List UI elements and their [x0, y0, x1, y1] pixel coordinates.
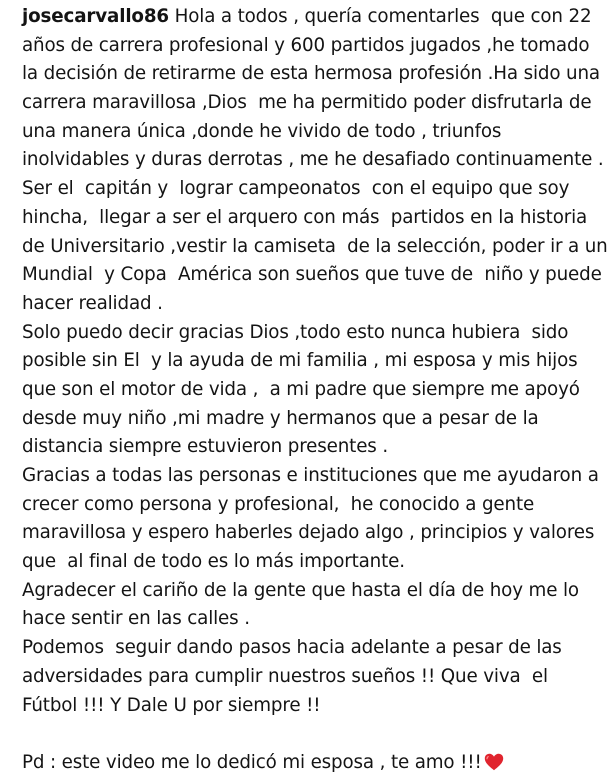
- caption-first-line: [22, 3, 602, 32]
- caption-line: Podemos seguir dando pasos hacia adelante a pesar de las: [22, 637, 562, 659]
- caption-line: inolvidables y duras derrotas , me he desafiado continuamente .: [22, 149, 604, 171]
- postscript-line: [22, 749, 602, 778]
- caption-line: Mundial y Copa América son sueños que tuve de niño y puede: [22, 264, 602, 286]
- caption-line: maravillosa y espero haberles dejado algo , principios y valores: [22, 522, 595, 544]
- caption-line: hincha, llegar a ser el arquero con más partidos en la historia: [22, 206, 588, 228]
- caption-line: hacer realidad .: [22, 292, 163, 314]
- caption-line: Fútbol !!! Y Dale U por siempre !!: [22, 694, 321, 716]
- caption-line: años de carrera profesional y 600 partidos jugados ,he tomado: [22, 34, 590, 56]
- postscript-text: Pd : este video me lo dedicó mi esposa , te amo !!!: [22, 751, 482, 773]
- caption-line: Gracias a todas las personas e instituciones que me ayudaron a: [22, 465, 599, 486]
- caption-line: crecer como persona y profesional, he conocido a gente: [22, 493, 535, 515]
- caption-line: de Universitario ,vestir la camiseta de la selección, poder ir a un: [22, 235, 608, 257]
- caption-line: Solo puedo decir gracias Dios ,todo esto nunca hubiera sido: [22, 321, 569, 343]
- caption-line: adversidades para cumplir nuestros sueños !! Que viva el: [22, 665, 548, 687]
- caption-text: Hola a todos , quería comentarles que con 22: [168, 6, 592, 27]
- heart-icon: [484, 752, 504, 781]
- username-link[interactable]: josecarvallo86: [22, 6, 169, 27]
- caption-line: posible sin El y la ayuda de mi familia , mi esposa y mis hijos: [22, 350, 578, 372]
- blank-line: [22, 720, 602, 749]
- caption-line: que son el motor de vida , a mi padre que siempre me apoyó: [22, 378, 580, 400]
- caption-line: una manera única ,donde he vivido de todo , triunfos: [22, 120, 502, 142]
- caption-line: hace sentir en las calles .: [22, 608, 250, 630]
- caption-line: la decisión de retirarme de esta hermosa profesión .Ha sido una: [22, 63, 600, 85]
- caption-line: carrera maravillosa ,Dios me ha permitido poder disfrutarla de: [22, 92, 592, 114]
- caption-line: Ser el capitán y lograr campeonatos con el equipo que soy: [22, 178, 570, 200]
- caption-line: distancia siempre estuvieron presentes .: [22, 436, 388, 458]
- post-caption: [22, 3, 608, 778]
- caption-line: Agradecer el cariño de la gente que hasta el día de hoy me lo: [22, 579, 579, 601]
- caption-line: que al final de todo es lo más importante.: [22, 551, 405, 573]
- caption-line: desde muy niño ,mi madre y hermanos que a pesar de la: [22, 407, 539, 429]
